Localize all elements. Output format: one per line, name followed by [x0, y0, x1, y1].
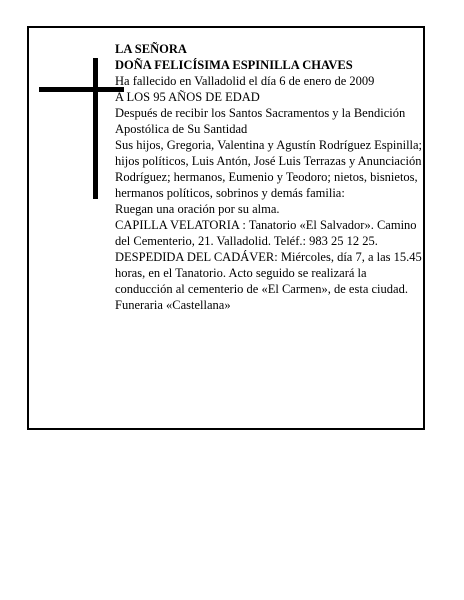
death-statement: Ha fallecido en Valladolid el día 6 de enero de 2009 — [115, 74, 375, 88]
prayer-request: Ruegan una oración por su alma. — [115, 202, 280, 216]
obituary-notice — [27, 26, 425, 430]
notice-title: LA SEÑORA — [115, 42, 187, 56]
farewell-info: DESPEDIDA DEL CADÁVER: Miércoles, día 7, a las 15.45 horas, en el Tanatorio. Acto seguido se realizará la conducción al cementerio de «El Carmen», de esta ciudad. — [115, 250, 422, 296]
deceased-name: DOÑA FELICÍSIMA ESPINILLA CHAVES — [115, 58, 353, 72]
family-list: Sus hijos, Gregoria, Valentina y Agustín Rodríguez Espinilla; hijos políticos, Luis Antón, José Luis Terrazas y Anunciación Rodríguez; hermanos, Eumenio y Teodoro; nietos, bisnietos, hermanos políticos, sobrinos y demás familia: — [115, 138, 423, 200]
notice-text — [115, 41, 425, 313]
funeral-home: Funeraria «Castellana» — [115, 298, 231, 312]
age-statement: A LOS 95 AÑOS DE EDAD — [115, 90, 260, 104]
cross-horizontal-bar — [39, 87, 124, 92]
sacraments-statement: Después de recibir los Santos Sacramentos y la Bendición Apostólica de Su Santidad — [115, 106, 406, 136]
cross-vertical-bar — [93, 58, 98, 199]
chapel-info: CAPILLA VELATORIA : Tanatorio «El Salvador». Camino del Cementerio, 21. Valladolid. Teléf.: 983 25 12 25. — [115, 218, 417, 248]
